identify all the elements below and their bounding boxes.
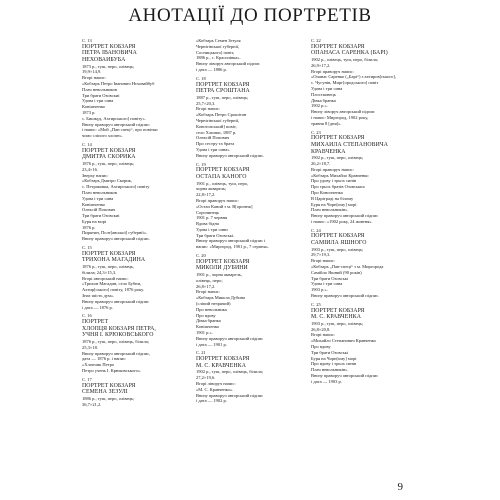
annotation-entry [82,245,202,310]
entry-text-line: «Кобзарь Микола Дубина [196,295,246,301]
entry-text-line: Вдова бідна [196,221,219,227]
entry-text-line: «Кобзарь Петро Іванович Нєховайбуб [82,80,155,86]
entry-heading-line: ПОРТРЕТ КОБЗАРЯ [311,43,365,50]
entry-text-line: Три брати Озовські [311,349,349,355]
entry-text-line: Вгорі праворуч напис: [311,68,354,74]
entry-text-line: село Хлипки, 1887 р. [196,129,237,135]
entry-text-line: Чернігівської губернії, [196,43,240,49]
entry-heading-line: САМІЙЛА ЯШНОГО [311,240,367,247]
entry-text-line: 1902 р., туш, перо, олівець; [311,155,364,161]
annotation-entry [311,228,431,299]
entry-text-line: Олексій Попович [196,135,230,141]
entry-text-line: Удова і три сина [82,195,114,201]
entry-text-line: Вгорі напис: [196,289,221,295]
entry-text-line: Олексій Попович [82,207,116,213]
annotation-entry [311,302,431,385]
entry-text-line: 1902 р., олівець, туш, перо, білила; [311,56,378,62]
entry-text-line: 26,8×17,2. [196,283,216,289]
entry-heading-line: ХЛОПЦЯ КОБЗАРЯ ПЕТРА, [82,325,156,332]
entry-heading-line: ПОРТРЕТ КОБЗАРЯ [311,135,365,142]
entry-text-line: С. 16 [82,313,92,319]
entry-text-line: Внизу праворуч авторський підпис, [82,350,151,356]
entry-text-line: Внизу праворуч авторський підпис [311,213,379,219]
entry-text-line: «Остап Каний з м. В[оронеж] [196,203,253,209]
entry-text-line: білила; 24,3×15,3. [82,269,117,275]
column-right [311,38,431,388]
entry-text-line: 29,7×19,3. [311,252,331,258]
page-title: АНОТАЦІЇ ДО ПОРТРЕТІВ [128,5,372,26]
entry-text-line: «Хлопчик Петро [82,362,115,368]
entry-text-line: «Кобзарь Петро Срошітан [196,112,247,118]
entry-text-line: 1876 р., туш, перо, олівець; [82,160,135,166]
entry-text-line: 25,3×18. [82,344,99,350]
entry-text-line: і дата — 1902 р. [196,398,227,404]
entry-text-line: 26,8×20,8. [311,326,331,332]
entry-text-line: Самійло Яшний (90 років) [311,269,362,275]
entry-text-line: С. 22 [311,38,321,43]
entry-text-line: Плач невольников [82,86,117,92]
annotation-entry [196,38,316,73]
entry-text-line: 1873 р., туш, перо, олівець; [82,63,135,69]
entry-text-line: Внизу праворуч авторський підпис [196,335,264,341]
entry-heading-line: ПОРТРЕТ КОБЗАРЯ [196,167,250,174]
entry-text-line: с. Бишкуд, Ахтирського] повіту». [82,115,146,121]
annotation-entry [311,38,431,127]
entry-heading-line: ПЕТРА СРОШТАНА [196,88,250,95]
entry-text-line: Вгорі напис: [311,258,336,264]
entry-heading-line: ПОРТРЕТ КОБЗАРЯ [196,81,250,88]
entry-text-line: С. 18 [196,75,206,81]
entry-text-line: С. 25 [311,301,321,307]
entry-text-line: Вгорі ліворуч напис: [196,381,236,386]
entry-text-line: С. 17 [82,376,92,382]
entry-text-line: С. 20 [196,253,206,259]
entry-heading-line: ПОРТРЕТ КОБЗАРЯ [196,356,250,363]
entry-text-line: С. 21 [196,350,206,356]
entry-text-line: «Михайло Степанович Кравченко [311,338,376,344]
entry-text-line: Три брати Озовскиі [82,92,120,98]
entry-text-line: 1902 р.». [311,103,328,109]
entry-text-line: 1887 р., туш, перо, олівець; [196,94,249,100]
entry-text-line: Дівка бранка [196,318,221,324]
entry-text-line: Три брати Озовські. [196,232,235,238]
entry-text-line: і напис: «1902 року, 24 жовтня». [311,218,373,224]
entry-text-line: С. 24 [311,227,321,233]
entry-heading-line: ПОРТРЕТ [82,319,109,326]
entry-text-line: Знає шість дум». [82,293,115,299]
entry-text-line: Вгорі напис: [311,332,336,338]
annotation-entry [196,350,316,404]
entry-text-line: Плач невольників». [311,367,349,373]
entry-text-line: Ахтир[ського] повіту, 1876 року. [82,287,145,293]
entry-text-line: Удова і три сина». [196,146,231,152]
entry-text-line: 1902 р., туш, перо, олівець, білила; [196,369,263,375]
entry-text-line: Про вдову [196,312,216,318]
entry-heading-line: ПОРТРЕТ КОБЗАРЯ [196,258,250,265]
entry-text-line: «Кобзарь Дмитро Скорик, [82,178,132,184]
entry-text-line: 1876 р. [82,224,96,230]
entry-heading-line: М. С. КРАВЧЕНКА [196,362,246,369]
annotation-entry [82,377,202,408]
entry-text-line: і дата — 1903 р. [311,378,342,384]
entry-text-line: і дата — 1886 р. [196,66,227,72]
entry-heading-line: ПОРТРЕТ КОБЗАРЯ [82,43,136,50]
entry-text-line: 1903 р., туш, перо, олівець; [311,246,364,252]
entry-text-line: В Царіграді на білому [311,195,354,201]
entry-text-line: Внизу праворуч авторський підпис: [82,121,151,127]
entry-text-line: 27,2×19,6. [196,375,216,381]
entry-text-line: Буря на Чорн[ому] морі [311,355,357,361]
entry-text-line: Удова і три сина [82,98,114,104]
annotation-entry [82,313,202,373]
entry-text-line: 23,4×16. [82,166,99,172]
entry-text-line: Про вдову [311,344,331,350]
entry-text-line: Вгорі авторський напис: [82,275,129,281]
entry-text-line: 1876 р., туш, перо, олівець, [82,264,135,270]
column-left [82,38,202,410]
entry-text-line: Плостконець [311,91,336,97]
entry-text-line: Чернігівської губернії, [196,117,240,123]
annotation-entry [196,76,316,159]
entry-text-line: Плач невольників». [311,207,349,213]
entry-text-line: Про вдову і трьох синів [311,361,357,367]
entry-text-line: травня 8 [дня]». [311,120,342,126]
entry-text-line: 1901 р. 7 червня [196,215,228,221]
entry-text-line: 19,9×14,9. [82,69,102,75]
entry-text-line: С. 19 [196,161,206,167]
entry-heading-line: ПОРТРЕТ КОБЗАРЯ [82,147,136,154]
entry-heading-line: ОСТАПА КАНОГО [196,173,247,180]
entry-text-line: Вгорі напис: [82,75,107,81]
annotation-entry [196,162,316,251]
entry-text-line: «Опанас Саренко („Барі“) з ахтиров[ського], [311,74,397,80]
entry-text-line: с. Петраковка, Ахтирського] повіту [82,184,150,190]
entry-text-line: Внизу праворуч авторський підпис і [196,238,266,244]
entry-text-line: (сліпий незрячий) [196,301,231,307]
entry-text-line: і напис: «Мой „Пан спеці“, про повітки [82,127,158,133]
entry-text-line: Три брати Озовські [311,275,349,281]
entry-text-line: 1886 р., с. Красилівка». [196,55,241,61]
entry-text-line: 26,9×17,2. [311,62,331,68]
entry-text-line: Плач невольников [82,189,117,195]
page-number: 9 [397,481,403,493]
entry-heading-line: СЕМЕНА ЗЕЗУЛІ [82,389,128,396]
entry-text-line: 1903 р., туш, перо, олівець; [311,320,364,326]
entry-text-line: 1886 р., туш, перо, олівець; [82,395,135,401]
entry-text-line: Про Конопченка [311,189,343,195]
entry-text-line: Конішченко [82,201,106,207]
entry-text-line: Вгорі праворуч напис: [311,166,354,172]
entry-text-line: «Трихон Магадин, село Бубни, [82,281,142,287]
entry-text-line: 22,8×17,2. [196,192,216,198]
entry-text-line: «Кобзарь Михайло Кравченко [311,172,369,178]
entry-heading-line: МИХАЙЛА СТЕПАНОВИЧА [311,141,389,148]
entry-heading-line: КРАВЧЕНКА [311,148,346,155]
entry-text-line: Про трьох братів Озовських [311,184,365,190]
entry-text-line: Пирятин, Полт[авської] губернії». [82,230,148,236]
entry-text-line: С. 15 [82,245,92,251]
entry-heading-line: ПОРТРЕТ КОБЗАРЯ [311,233,365,240]
annotation-entry [196,253,316,347]
entry-heading-line: ПОРТРЕТ КОБЗАРЯ [82,250,136,257]
entry-text-line: с. Чугунів, Мирг[ородського] повіт [311,80,379,86]
entry-text-line: і дата — 1901 р. [196,341,227,347]
entry-text-line: Внизу праворуч авторський підпис. [196,152,265,158]
entry-text-line: 25,7×20,3. [196,100,216,106]
column-middle [196,38,316,407]
entry-text-line: і напис: Миргород, 1902 року, [311,114,369,120]
entry-heading-line: ПОРТРЕТ КОБЗАРЯ [311,307,365,314]
entry-heading-line: ПЕТРА ІВАНОВИЧА [82,50,137,57]
entry-text-line: Внизу ліворуч авторський підпис [196,61,260,67]
entry-text-line: Внизу праворуч авторський підпис [311,373,379,378]
entry-text-line: Конішченко [82,104,106,110]
entry-text-line: Про сестру та брата [196,141,235,147]
entry-text-line: Внизу праворуч авторський підпис [82,298,150,304]
entry-text-line: Внизу ліворуч авторський підпис [311,109,375,115]
entry-text-line: Удова і три сини [196,226,228,232]
entry-text-line: «М. С. Кравченко». [196,386,234,392]
entry-text-line: Буря на морі [82,218,107,224]
entry-text-line: 1876 р., туш, перо, олівець, білила; [82,339,149,345]
entry-text-line: Петро учень І. Крюковського». [82,368,142,373]
entry-heading-line: ПОРТРЕТ КОБЗАРЯ [82,382,136,389]
entry-text-line: Вгорі напис: [196,106,221,112]
entry-text-line: Зверху напис: [82,172,109,178]
entry-heading-line: М. С. КРАВЧЕНКА [311,314,361,321]
entry-heading-line: ОПАНАСА САРЕНКА (БАРІ) [311,50,388,57]
entry-text-line: Три брати Озовскиі [82,213,120,219]
entry-text-line: «Кобзарь „Пан-спеці“ з м. Миргорода [311,264,384,270]
entry-text-line: олівець, перо; [196,277,223,283]
annotation-entry [82,142,202,242]
entry-text-line: Дівка бранка [311,97,336,103]
entry-heading-line: МИКОЛИ ДУБИНИ [196,265,248,272]
entry-text-line: напис: «Миргород, 1901 р., 7 серпня». [196,244,270,250]
annotation-entry [82,38,202,139]
annotation-entry [311,130,431,225]
entry-text-line: дата — 1876 р. і напис: [82,356,127,362]
entry-text-line: Конотопський] повіт, [196,123,237,129]
entry-text-line: 1901 р., олівець, туш, перо, [196,180,249,186]
entry-text-line: Внизу праворуч авторський підпис [196,392,264,398]
entry-text-line: Сорочинець [196,209,220,215]
entry-heading-line: ДМИТРА СКОРИКА [82,154,136,161]
entry-text-line: Сосницького] повіт, [196,49,235,55]
entry-text-line: Внизу праворуч авторський підпис. [82,236,151,242]
entry-text-line: С. 14 [82,141,92,147]
entry-text-line: Про невольника [196,306,227,312]
entry-text-line: 1903 р.». [311,287,328,293]
entry-text-line: і дата — 1876 р. [82,304,113,310]
entry-text-line: 26,2×18,7. [311,160,331,166]
entry-text-line: Конішченко [196,324,220,330]
entry-text-line: С. 13 [82,38,92,43]
entry-text-line: 1901 р.». [196,330,213,336]
entry-text-line: Удова і три сина [311,281,343,287]
entry-heading-line: НЕХОВАЙБУБА [82,56,126,63]
entry-text-line: С. 23 [311,129,321,135]
entry-text-line: Буря на Чорн[ому] морі [311,201,357,207]
entry-text-line: 36,7×21,2. [82,401,102,407]
entry-heading-line: ТРИХОНА МАГАДИНА [82,257,146,264]
entry-text-line: 1901 р., чорна акварель, [196,272,242,278]
entry-text-line: 1873 р. [82,109,96,115]
entry-text-line: Внизу праворуч авторський підпис. [311,293,380,299]
entry-text-line: «Кобзарь Семен Зезуля [196,38,241,43]
entry-text-line: чомо сліпого хлопн». [82,133,123,139]
entry-text-line: Про удову і трьох синів [311,178,357,184]
entry-text-line: чорна акварель; [196,186,227,192]
entry-heading-line: УЧНЯ І. КРЮКОВСЬКОГО [82,332,154,339]
entry-text-line: Удова і три сина [311,85,343,91]
entry-text-line: Вгорі праворуч напис: [196,197,239,203]
